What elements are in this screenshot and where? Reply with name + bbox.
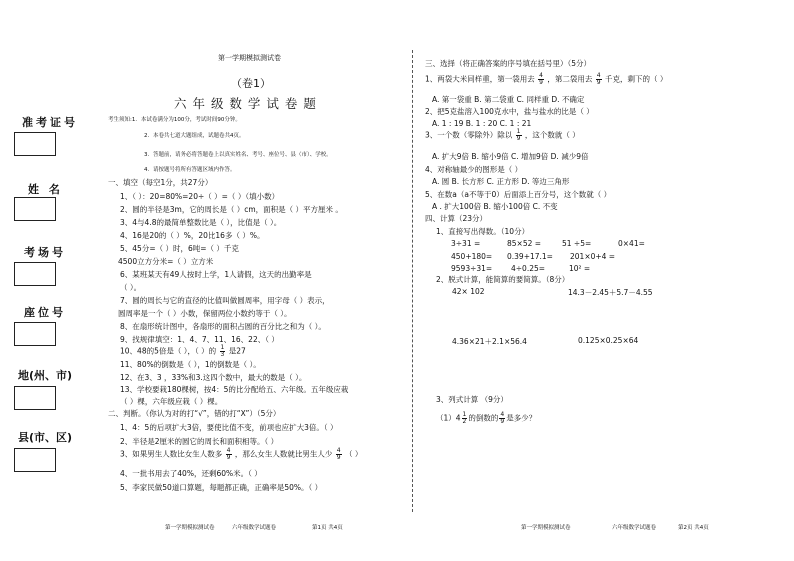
footer-right-subject: 六年级数学试题卷 — [612, 525, 657, 531]
choice-item-1: 1、两袋大米同样重，第一袋用去 $\frac{4}{9}$ ，第二袋用去 $\frac{4}{9}$ 千克，剩下的（ ） — [425, 72, 668, 86]
page-divider — [412, 50, 413, 512]
label-name: 姓 名 — [28, 183, 63, 196]
calc-cell: 51 ÷5= — [562, 239, 592, 248]
fill-item-11: 11、80%的倒数是（ ），1的倒数是（ ）。 — [120, 360, 261, 369]
fraction-four-ninths: $\frac{4}{9}$ — [226, 447, 231, 461]
calc-cell: 85×52 = — [507, 239, 542, 248]
name-box[interactable] — [14, 197, 56, 221]
calc-cell: 0.39+17.1= — [507, 252, 553, 261]
label-exam-number: 准考证号 — [22, 116, 78, 129]
judge-item-4: 4、一批书用去了40%，还剩60%米。（ ） — [120, 469, 262, 478]
section-5-title: 3、列式计算 （9分） — [436, 395, 508, 404]
expression-4: 0.125×0.25×64 — [578, 336, 639, 345]
note-3: 3．答题前，请务必将答题卷上以真实姓名、考号、座位号、县（市）、学校。 — [144, 152, 332, 158]
calc-cell: 4÷0.25= — [511, 264, 546, 273]
choice-2-options: A. 1 : 19 B. 1 : 20 C. 1 : 21 — [432, 119, 532, 128]
expression-1: 42× 102 — [452, 287, 485, 296]
choice-1-options: A. 第一袋重 B. 第二袋重 C. 同样重 D. 不确定 — [432, 95, 585, 104]
note-2: 2．本卷共七道大题组成，试题卷共4页。 — [144, 133, 245, 139]
fill-item-10-tail: 是27 — [228, 346, 246, 356]
exam-title: 第一学期模拟测试卷 — [218, 54, 281, 62]
fraction-four-ninths-r3: $\frac{4}{9}$ — [500, 411, 505, 425]
fill-item-9: 9、找规律填空：1、4、7、11、16、22、（ ） — [120, 335, 279, 344]
prefecture-box[interactable] — [14, 386, 56, 410]
fill-item-13b: （ ）棵，六年级应栽（ ）棵。 — [120, 397, 223, 406]
choice-item-4: 4、对称轴最少的图形是（ ） — [425, 165, 523, 174]
note-4: 4．请按题号将所有答题区域内作答。 — [144, 167, 236, 173]
volume-label: （卷1） — [231, 77, 271, 90]
fill-item-7: 7、圆的周长与它的直径的比值叫做圆周率，用字母（ ）表示， — [120, 296, 330, 305]
label-seat-number: 座位号 — [24, 306, 66, 319]
fraction-four-ninths-r1: $\frac{4}{9}$ — [539, 72, 543, 86]
county-box[interactable] — [14, 448, 56, 472]
list-calc-1: （1）4 $\frac{1}{2}$ 的倒数的 $\frac{4}{9}$ 是多少？ — [436, 411, 537, 425]
exam-number-box[interactable] — [14, 132, 56, 156]
footer-right-page: 第2页 共4页 — [678, 525, 709, 531]
section-3-title: 三、选择（将正确答案的序号填在括号里）（5分） — [425, 59, 592, 68]
fill-item-4: 4、16是20的（ ）%，20比16多（ ）%。 — [120, 231, 265, 240]
fill-item-1: 1、（ ）：20=80%=20÷（ ）=（ ）（填小数） — [120, 192, 280, 201]
note-1: 考生须知:1．本试卷满分为100分，考试时间90分钟。 — [108, 117, 241, 123]
fraction-one-half: $\frac{1}{2}$ — [462, 411, 467, 425]
judge-item-3: 3、如果男生人数比女生人数多 $\frac{4}{9}$ ，那么女生人数就比男生人少 $\frac{4}{9}$ （ ） — [120, 447, 363, 461]
section-4-title: 四、计算（23分） — [425, 214, 488, 223]
fill-item-6b: （ ）。 — [120, 283, 142, 292]
fill-item-10 — [120, 345, 246, 358]
seat-number-box[interactable] — [14, 322, 56, 346]
footer-left-subject: 六年级数学试题卷 — [232, 525, 277, 531]
choice-item-3: 3、一个数（零除外）除以 $\frac{1}{9}$ ，这个数就（ ） — [425, 128, 580, 142]
footer-right-title: 第一学期模拟测试卷 — [521, 525, 571, 531]
fill-item-12: 12、在3、3 ，33%和3.这四个数中，最大的数是（ ）。 — [120, 373, 307, 382]
label-exam-room: 考场号 — [24, 246, 66, 259]
fill-item-5: 5、45分=（ ）时，6吨=（ ）千克 — [120, 244, 239, 253]
calc-cell: 3÷31 = — [451, 239, 481, 248]
expression-2: 14.3－2.45＋5.7－4.55 — [568, 288, 653, 297]
main-title: 六 年 级 数 学 试 卷 题 — [174, 96, 317, 111]
fraction-one-ninth: $\frac{1}{9}$ — [516, 128, 521, 142]
choice-item-5: 5、在数a（a不等于0）后面添上百分号，这个数就（ ） — [425, 190, 612, 199]
calc-1-title: 1、直接写出得数。（10分） — [436, 227, 530, 236]
fraction-one-third: $\frac{1}{3}$ — [220, 344, 225, 358]
section-2-title: 二、判断。（你认为对的打“√”，错的打“X”）（5分） — [108, 409, 281, 418]
judge-item-5: 5、李家民做50道口算题，每题都正确，正确率是50%。（ ） — [120, 483, 323, 492]
label-prefecture: 地(州、市) — [18, 369, 73, 382]
fill-item-7b: 圆周率是一个（ ）小数，保留两位小数约等于（ ）。 — [118, 309, 292, 318]
calc-cell: 10² = — [569, 264, 591, 273]
section-1-title: 一、填空（每空1分，共27分） — [108, 178, 213, 187]
choice-5-options: A . 扩大100倍 B. 缩小100倍 C. 不变 — [432, 202, 558, 211]
fill-item-5b: 4500立方分米=（ ）立方米 — [118, 257, 214, 266]
fill-item-8: 8、在扇形统计图中，各扇形的面积占圆的百分比之和为（ ）。 — [120, 322, 326, 331]
calc-cell: 9593÷31= — [451, 264, 493, 273]
fill-item-3: 3、4与4.8的最简单整数比是（ ），比值是（ ）。 — [120, 218, 282, 227]
choice-item-2: 2、把5克盐溶入100克水中，盐与盐水的比是（ ） — [425, 107, 594, 116]
choice-3-options: A. 扩大9倍 B. 缩小9倍 C. 增加9倍 D. 减少9倍 — [432, 152, 589, 161]
calc-cell: 201×0+4 = — [570, 252, 616, 261]
fill-item-2: 2、圆的半径是3m，它的周长是（ ）cm，面积是（ ）平方厘米 。 — [120, 205, 343, 214]
fill-item-13: 13、学校要栽180棵树，按4：5的比分配给五、六年级。五年级应栽 — [120, 385, 349, 394]
expression-3: 4.36×21＋2.1×56.4 — [452, 337, 527, 346]
fraction-four-ninths-r2: $\frac{4}{9}$ — [596, 72, 601, 86]
label-county: 县(市、区) — [18, 431, 73, 444]
calc-2-title: 2、脱式计算，能简算的要简算。（8分） — [436, 275, 570, 284]
footer-left-title: 第一学期模拟测试卷 — [165, 525, 215, 531]
footer-left-page: 第1页 共4页 — [312, 525, 343, 531]
judge-item-1: 1、4：5的后项扩大3倍，要使比值不变，前项也应扩大3倍。（ ） — [120, 423, 338, 432]
fill-item-10-text: 10、48的5倍是（ ），（ ）的 — [120, 346, 217, 356]
fraction-four-ninths-2: $\frac{4}{9}$ — [336, 447, 341, 461]
fill-item-6: 6、某班某天有49人按时上学，1人请假，这天的出勤率是 — [120, 270, 312, 279]
exam-room-box[interactable] — [14, 262, 56, 286]
judge-item-2: 2、半径是2厘米的圆它的周长和面积相等。（ ） — [120, 437, 279, 446]
calc-cell: 450+180= — [451, 252, 493, 261]
calc-cell: 0×41= — [618, 239, 645, 248]
choice-4-options: A. 圆 B. 长方形 C. 正方形 D. 等边三角形 — [432, 177, 570, 186]
